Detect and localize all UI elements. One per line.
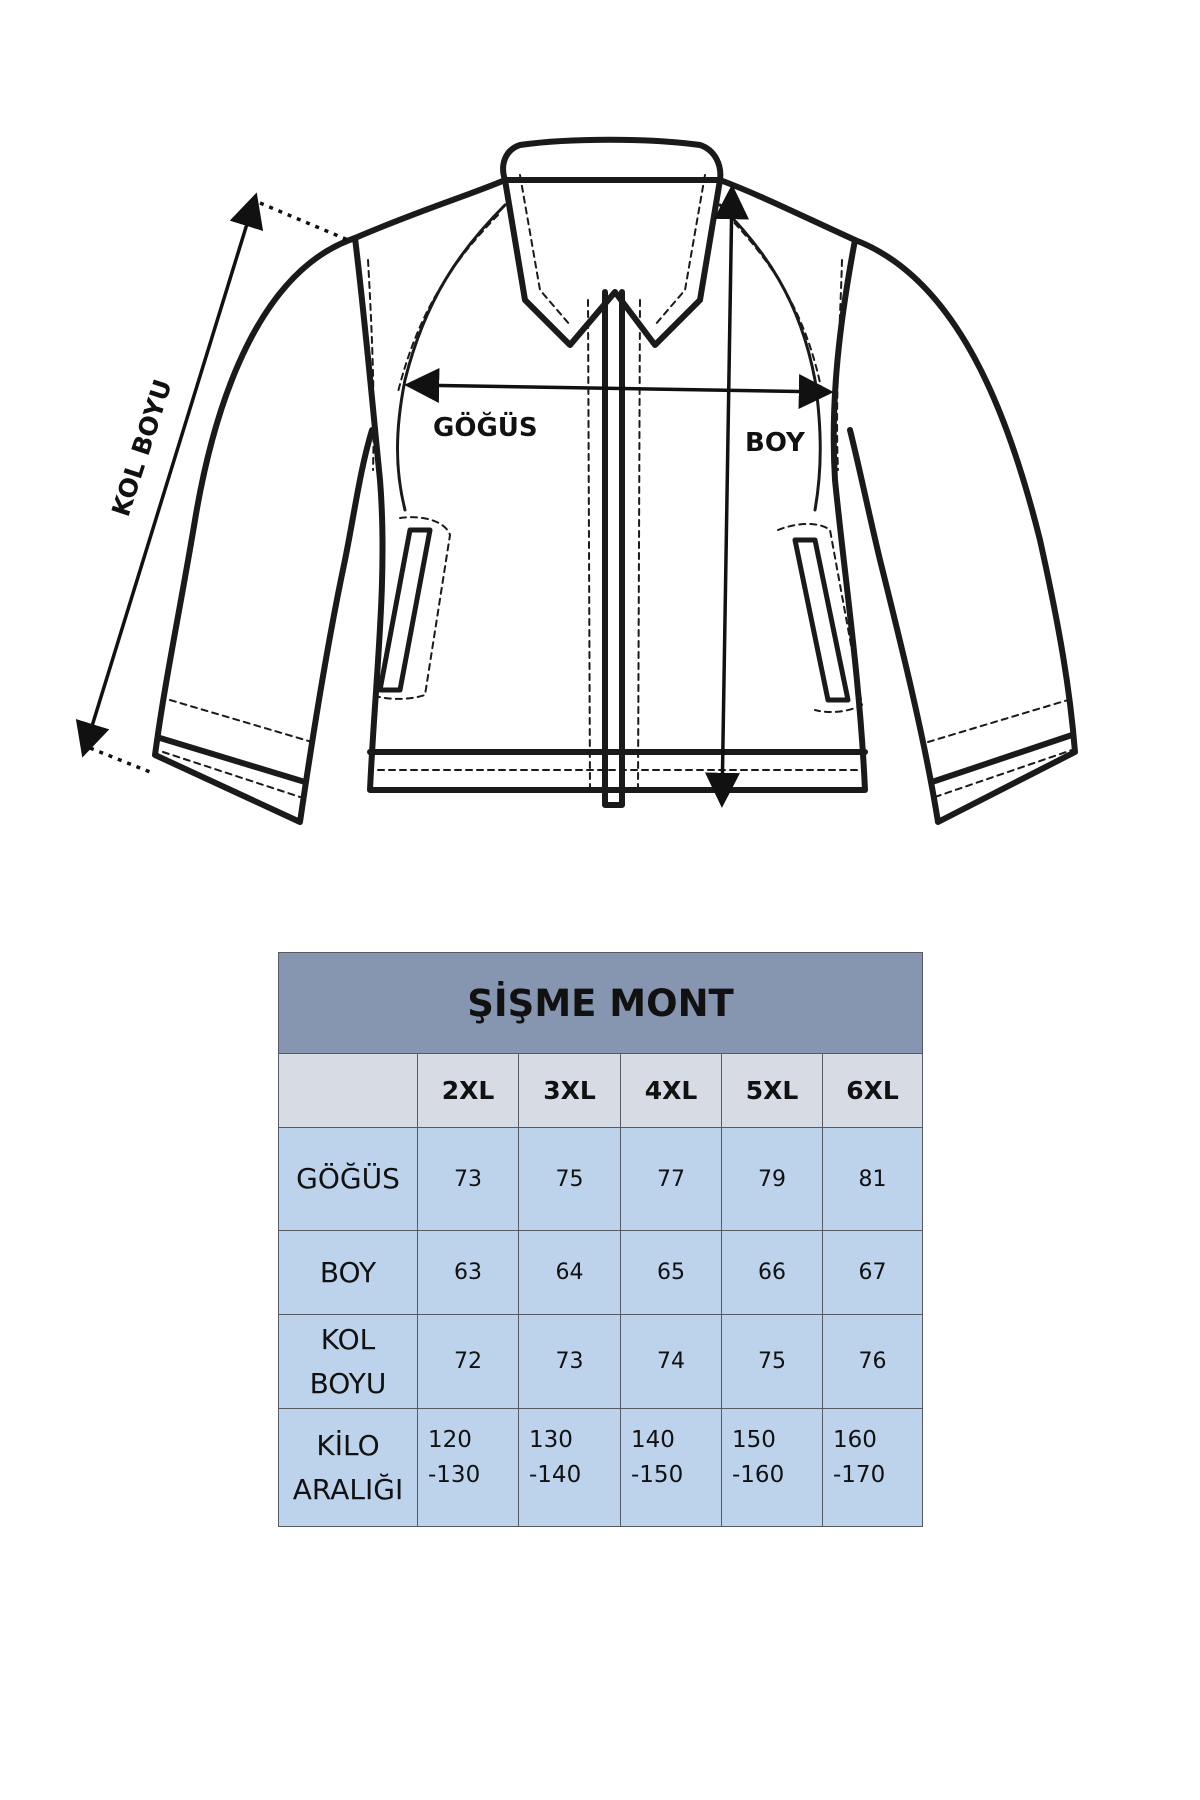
collar	[503, 140, 720, 345]
size-table	[278, 952, 923, 1527]
row-label-sleeve: KOL BOYU	[279, 1315, 418, 1409]
table-cell: 75	[519, 1128, 621, 1231]
table-cell: 74	[621, 1315, 722, 1409]
table-cell: 66	[722, 1231, 823, 1315]
size-header-5xl: 5XL	[722, 1054, 823, 1128]
table-cell: 81	[823, 1128, 923, 1231]
table-cell: 73	[418, 1128, 519, 1231]
table-cell: 73	[519, 1315, 621, 1409]
table-cell: 64	[519, 1231, 621, 1315]
table-cell: 79	[722, 1128, 823, 1231]
header-corner	[279, 1054, 418, 1128]
left-sleeve	[155, 238, 372, 822]
table-row	[279, 1128, 923, 1231]
table-row	[279, 1315, 923, 1409]
row-label-weight-range: KİLO ARALIĞI	[279, 1409, 418, 1527]
chest-label: GÖĞÜS	[433, 413, 538, 443]
length-arrow	[722, 190, 732, 802]
table-cell: 140 -150	[621, 1409, 722, 1527]
table-cell: 150 -160	[722, 1409, 823, 1527]
table-row	[279, 1409, 923, 1527]
measurement-arrows	[84, 190, 828, 802]
jacket-outline	[155, 140, 1075, 822]
table-cell: 65	[621, 1231, 722, 1315]
row-label-length: BOY	[279, 1231, 418, 1315]
jacket-diagram	[0, 0, 1200, 880]
zipper	[605, 292, 622, 805]
left-pocket	[380, 530, 430, 690]
size-header-4xl: 4XL	[621, 1054, 722, 1128]
table-row	[279, 1231, 923, 1315]
table-cell: 77	[621, 1128, 722, 1231]
table-cell: 75	[722, 1315, 823, 1409]
jacket-body	[355, 180, 865, 790]
table-cell: 130 -140	[519, 1409, 621, 1527]
table-cell: 76	[823, 1315, 923, 1409]
table-cell: 72	[418, 1315, 519, 1409]
left-cuff	[160, 738, 305, 782]
table-cell: 120 -130	[418, 1409, 519, 1527]
size-header-3xl: 3XL	[519, 1054, 621, 1128]
table-cell: 67	[823, 1231, 923, 1315]
size-header-2xl: 2XL	[418, 1054, 519, 1128]
table-cell: 63	[418, 1231, 519, 1315]
row-label-chest: GÖĞÜS	[279, 1128, 418, 1231]
table-cell: 160 -170	[823, 1409, 923, 1527]
right-sleeve	[850, 240, 1075, 822]
right-pocket	[795, 540, 848, 700]
size-header-6xl: 6XL	[823, 1054, 923, 1128]
sleeve-label: KOL BOYU	[106, 375, 178, 520]
table-title: ŞİŞME MONT	[279, 953, 923, 1054]
length-label: BOY	[745, 428, 805, 458]
